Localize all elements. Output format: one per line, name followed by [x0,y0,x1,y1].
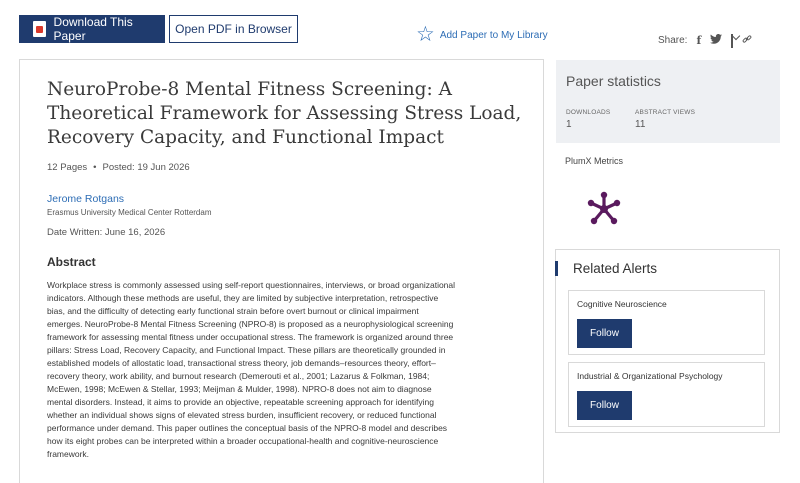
author-affiliation: Erasmus University Medical Center Rotterdam [47,208,212,217]
paper-card [19,59,544,483]
abstract-line: mental disorders. Instead, it aims to provide an objective, repeatable screening approach for identifying [47,397,434,407]
abstract-views-value: 11 [635,119,646,130]
abstract-heading: Abstract [47,255,96,269]
download-paper-button[interactable] [19,15,165,43]
date-written: Date Written: June 16, 2026 [47,227,166,238]
abstract-line: indicators. Although these methods are useful, they are limited by subjective interpretation, retrospective [47,293,439,303]
share-bar [658,34,752,47]
facebook-icon[interactable]: f [696,33,702,47]
share-label: Share: [658,35,688,46]
follow-button[interactable]: Follow [577,391,632,420]
abstract-line: pillars: Stress Load, Recovery Capacity, and Functional Impact. These pillars are theoretically grounded in [47,345,446,355]
paper-title: NeuroProbe-8 Mental Fitness Screening: A Theoretical Framework for Assessing Stress Load, Recovery Capacity, and Functional Impact [47,79,522,148]
page-count: 12 Pages [47,162,88,173]
abstract-line: McEwen, 1998; McEwen & Stellar, 1993; Meijman & Mulder, 1998). NPRO-8 does not aim to diagnose [47,384,432,394]
abstract-line: Workplace stress is commonly assessed using self-report questionnaires, interviews, or broad organizational [47,280,456,290]
email-icon[interactable] [731,35,733,47]
download-paper-label: Download This Paper [53,15,133,43]
abstract-line: bias, and the difficulty of detecting early functional strain before overt burnout or clinical impairment [47,306,419,316]
abstract-views-label: ABSTRACT VIEWS [635,109,696,116]
alert-item [568,362,765,427]
abstract-line: framework for assessing mental fitness under occupational stress. The framework is organized around three [47,332,454,342]
open-pdf-button[interactable] [169,15,298,43]
alert-item [568,290,765,355]
open-pdf-label: Open PDF in Browser [175,22,292,36]
downloads-label: DOWNLOADS [566,109,611,116]
abstract-line: recovery theory, work ability, and burnout research (Demerouti et al., 2001; Lazarus & Folkman, 1984; [47,371,430,381]
add-to-library-label: Add Paper to My Library [439,29,548,41]
twitter-icon[interactable] [710,34,722,47]
alert-topic: Cognitive Neuroscience [577,299,667,309]
abstract-line: how its eight probes can be interpreted within a broader occupational-health and cognitive-neuroscience [47,436,439,446]
related-alerts-card [555,249,780,433]
paper-statistics-panel [556,60,780,143]
alert-topic: Industrial & Organizational Psychology [577,371,723,381]
abstract-line: framework. [47,449,90,459]
add-to-library-link[interactable] [416,23,548,46]
alerts-accent-bar [555,261,558,276]
alerts-title: Related Alerts [573,261,658,276]
abstract-line: emerges. NeuroProbe-8 Mental Fitness Screening (NPRO-8) is proposed as a neurophysiological screening [47,319,454,329]
downloads-value: 1 [566,119,572,130]
plumx-icon[interactable] [585,190,623,228]
abstract-text [47,279,522,461]
plumx-label: PlumX Metrics [565,156,624,166]
stats-title: Paper statistics [566,73,661,89]
follow-button[interactable]: Follow [577,319,632,348]
posted-date: Posted: 19 Jun 2026 [102,162,190,173]
link-icon[interactable] [742,34,752,47]
star-icon: ☆ [416,23,435,46]
pdf-icon [33,21,46,37]
abstract-line: whether an individual shows signs of elevated stress burden, insufficient recovery, or reduced functional [47,410,437,420]
author-link[interactable]: Jerome Rotgans [47,193,125,205]
abstract-line: performance under demand. This paper outlines the conceptual basis of the NPRO-8 model and describes [47,423,448,433]
paper-meta: 12 Pages • Posted: 19 Jun 2026 [47,162,190,173]
abstract-line: established models of allostatic load, transactional stress theory, job demands–resources theory, effort– [47,358,436,368]
